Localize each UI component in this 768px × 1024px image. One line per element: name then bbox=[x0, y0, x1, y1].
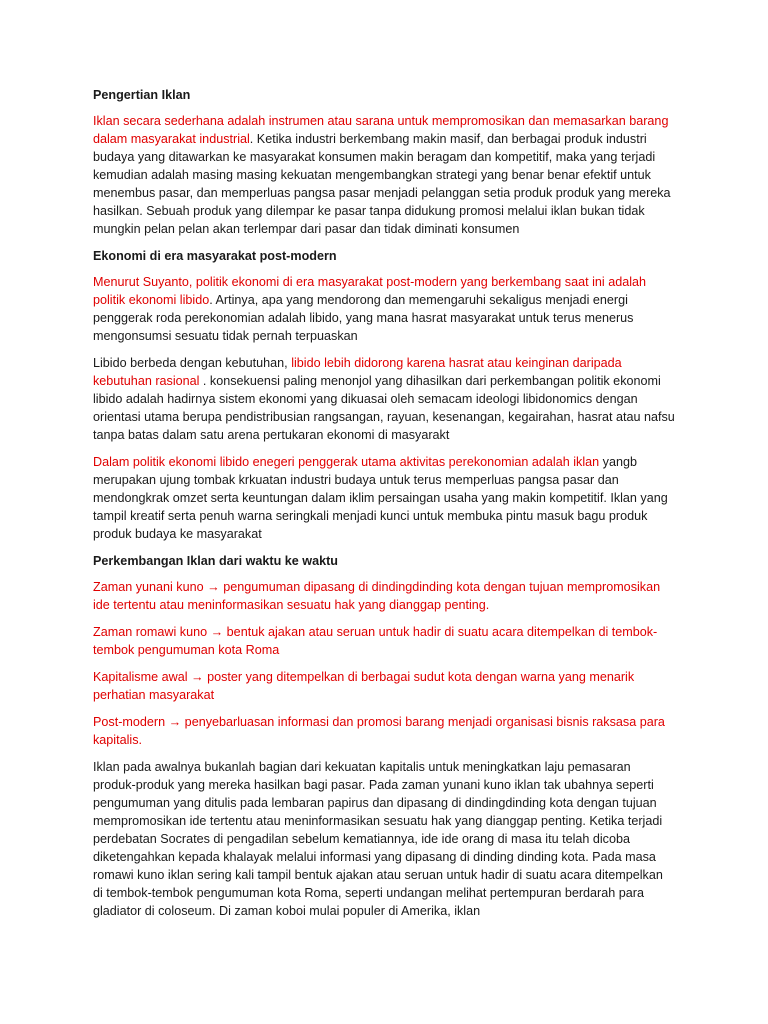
highlighted-text: Kapitalisme awal → poster yang ditempelkan di berbagai sudut kota dengan warna yang menarik perhatian masyarakat bbox=[93, 670, 635, 702]
section-heading: Pengertian Iklan bbox=[93, 88, 191, 102]
body-text: . konsekuensi paling menonjol yang dihasilkan dari perkembangan politik ekonomi libido adalah hadirnya sistem ekonomi yang dikuasai oleh semacam ideologi libidonomics dengan orientasi utama berupa pendistribusian rangsangan, rayuan, kesenangan, kegairahan, hasrat atau nafsu tanpa batas dalam satu arena pertukaran ekonomi di masyarakt bbox=[93, 374, 675, 442]
highlighted-text: libido lebih didorong karena hasrat atau keinginan daripada kebutuhan rasional bbox=[93, 356, 622, 388]
body-text: . Artinya, apa yang mendorong dan memengaruhi sekaligus menjadi energi penggerak roda perekonomian adalah libido, yang mana hasrat masyarakat untuk terus menerus mengonsumsi sesuatu tidak pernah terpuaskan bbox=[93, 293, 634, 343]
highlighted-text: Zaman romawi kuno → bentuk ajakan atau seruan untuk hadir di suatu acara ditempelkan di tembok-tembok pengumuman kota Roma bbox=[93, 625, 658, 657]
paragraph bbox=[93, 273, 676, 345]
paragraph bbox=[93, 354, 676, 444]
highlighted-text: Dalam politik ekonomi libido enegeri penggerak utama aktivitas perekonomian adalah iklan bbox=[93, 455, 600, 469]
body-text: yangb merupakan ujung tombak krkuatan industri budaya untuk terus memperluas pangsa pasar dan mendongkrak omzet serta keuntungan dalam iklim persaingan usaha yang makin kompetitif. Iklan yang tampil kreatif serta penuh warna seringkali menjadi kunci untuk membuka pintu masuk bagu produk produk budaya ke masyarakat bbox=[93, 455, 668, 541]
section-heading: Perkembangan Iklan dari waktu ke waktu bbox=[93, 554, 338, 568]
paragraph bbox=[93, 112, 676, 238]
section-heading: Ekonomi di era masyarakat post-modern bbox=[93, 249, 337, 263]
paragraph bbox=[93, 453, 676, 543]
body-text: . Ketika industri berkembang makin masif, dan berbagai produk industri budaya yang ditawarkan ke masyarakat konsumen makin beragam dan kompetitif, maka yang terjadi kemudian adalah masing masing kekuatan mengembangkan strategi yang benar benar efektif untuk menembus pasar, dan memperluas pangsa pasar menjadi pelanggan setia produk produk yang mereka hasilkan. Sebuah produk yang dilempar ke pasar tanpa didukung promosi melalui iklan bukan tidak mungkin pelan pelan akan terlempar dari pasar dan tidak diminati konsumen bbox=[93, 132, 671, 236]
paragraph bbox=[93, 623, 676, 659]
paragraph bbox=[93, 713, 676, 749]
highlighted-text: Menurut Suyanto, politik ekonomi di era masyarakat post-modern yang berkembang saat ini adalah politik ekonomi libido bbox=[93, 275, 647, 307]
paragraph bbox=[93, 668, 676, 704]
paragraph bbox=[93, 758, 676, 920]
highlighted-text: Zaman yunani kuno → pengumuman dipasang di dindingdinding kota dengan tujuan mempromosikan ide tertentu atau meninformasikan sesuatu hak yang dianggap penting. bbox=[93, 580, 661, 612]
body-text: Libido berbeda dengan kebutuhan, bbox=[93, 356, 292, 370]
paragraph bbox=[93, 578, 676, 614]
highlighted-text: Iklan secara sederhana adalah instrumen atau sarana untuk mempromosikan dan memasarkan barang dalam masyarakat industrial bbox=[93, 114, 669, 146]
body-text: Iklan pada awalnya bukanlah bagian dari kekuatan kapitalis untuk meningkatkan laju pemasaran produk-produk yang mereka hasilkan bagi pasar. Pada zaman yunani kuno iklan tak ubahnya seperti pengumuman yang ditulis pada lembaran papirus dan dipasang di dindingdinding kota dengan tujuan mempromosikan ide tertentu atau meninformasikan sesuatu hak yang dianggap penting. Ketika terjadi perdebatan Socrates di pengadilan sebelum kematiannya, ide ide orang di masa itu telah dicoba diketengahkan kepada khalayak melalui informasi yang dipasang di dinding dinding kota. Pada masa romawi kuno iklan sering kali tampil bentuk ajakan atau seruan untuk hadir di suatu acara ditempelkan di tembok-tembok pengumuman kota Roma, seperti undangan melihat pertempuran berdarah para gladiator di coloseum. Di zaman koboi mulai populer di Amerika, iklan bbox=[93, 760, 663, 918]
highlighted-text: Post-modern → penyebarluasan informasi dan promosi barang menjadi organisasi bisnis raksasa para kapitalis. bbox=[93, 715, 665, 747]
